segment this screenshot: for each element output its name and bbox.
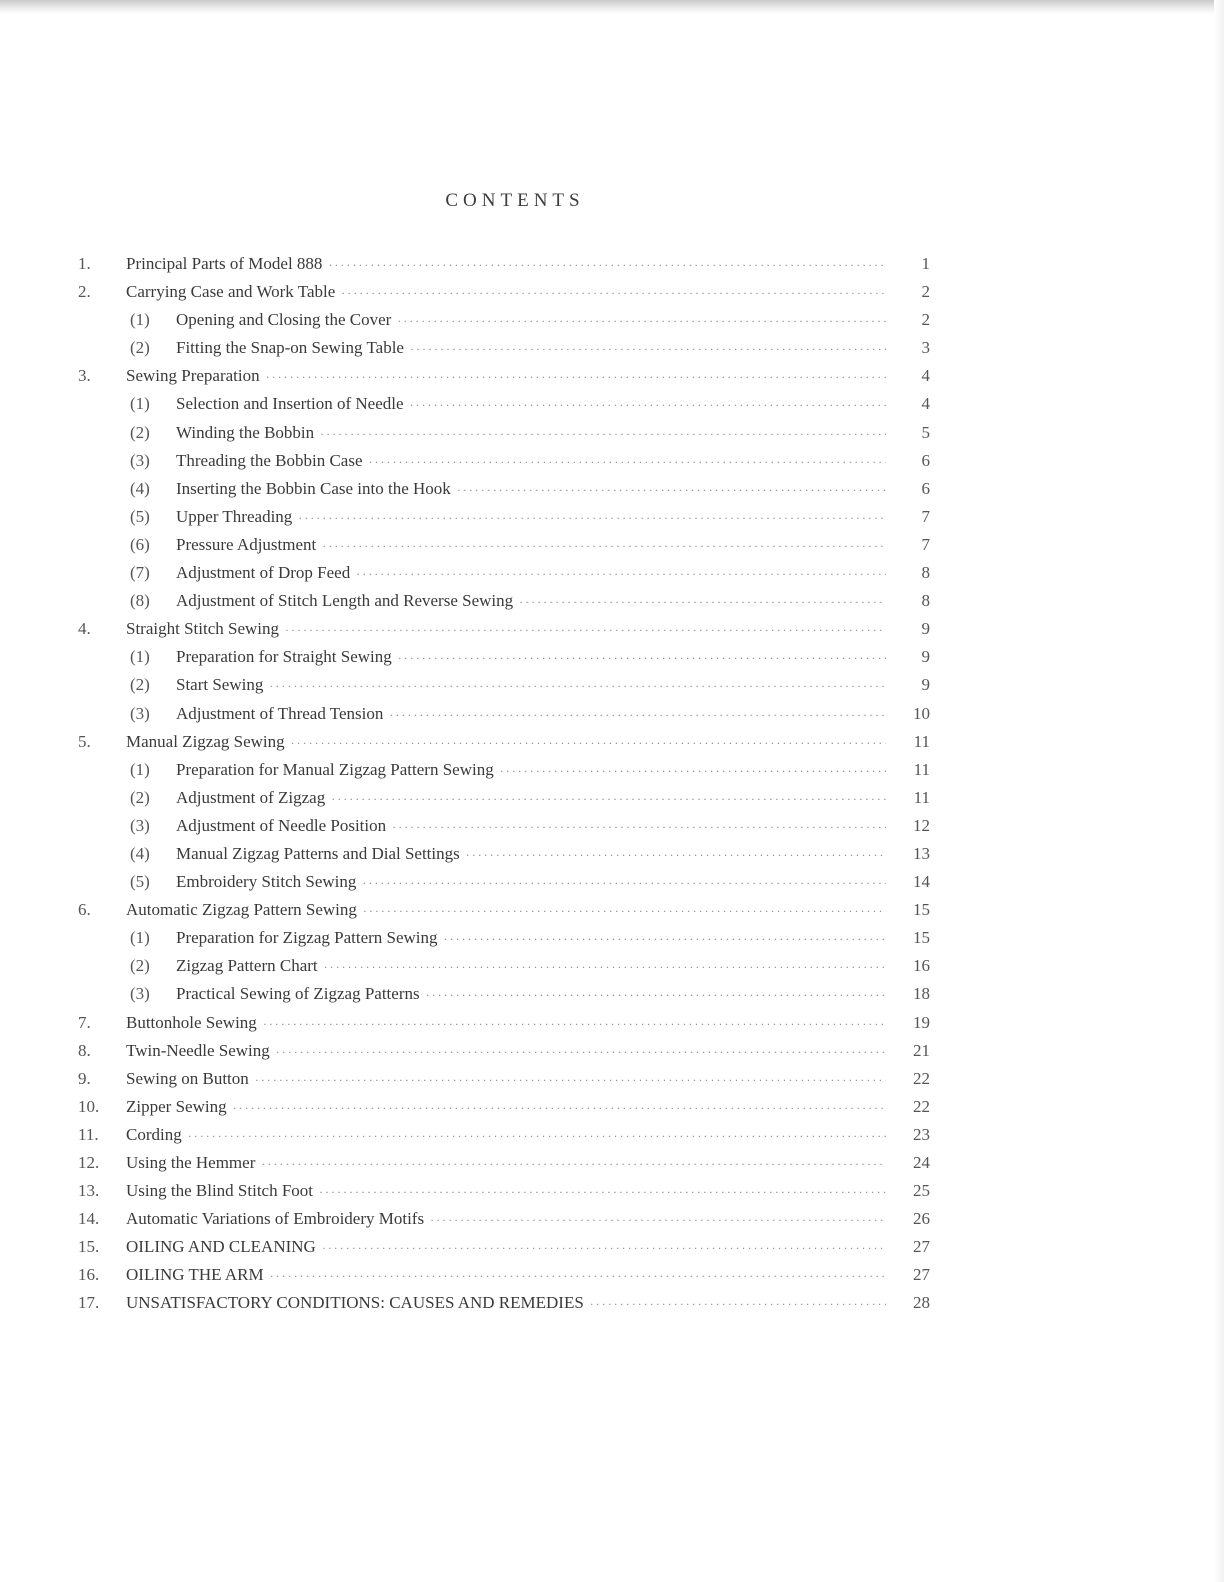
entry-title: Sewing on Button [126,1065,255,1093]
page-number: 24 [913,1153,930,1172]
entry-label-wrap [176,447,886,476]
dot-leader [233,1094,886,1122]
entry-title: Buttonhole Sewing [126,1009,263,1037]
entry-label-wrap [126,1149,886,1178]
toc-entry [78,980,948,1008]
toc-entry [78,278,948,306]
entry-title: Preparation for Straight Sewing [176,643,398,671]
entry-title: Manual Zigzag Patterns and Dial Settings [176,840,466,868]
page-number: 11 [913,759,930,779]
entry-label-wrap [176,390,886,419]
toc-entry [78,840,948,868]
entry-title: Preparation for Manual Zigzag Pattern Sewing [176,756,500,784]
page-number: 10 [913,703,930,723]
entry-title: Straight Stitch Sewing [126,615,285,643]
toc-entry [78,728,948,756]
page-number: 22 [913,1096,930,1116]
entry-title: Carrying Case and Work Table [126,278,341,306]
toc-entry [78,390,948,418]
entry-title: Adjustment of Needle Position [176,812,392,840]
entry-title: Sewing Preparation [126,362,266,390]
section-number: 7. [78,1012,91,1032]
subsection-number: (4) [130,478,150,498]
toc-entry [78,812,948,840]
section-number: 9. [78,1068,91,1088]
dot-leader [269,672,886,700]
subsection-number: (5) [130,872,150,892]
subsection-number: (3) [130,450,150,470]
section-number: 2. [78,282,91,302]
page-number: 21 [913,1040,930,1060]
entry-label-wrap [126,1065,886,1094]
page-number: 15 [913,900,930,920]
page-number: 7 [921,506,930,526]
page-number: 9 [921,675,930,695]
page-number: 5 [921,422,930,442]
page-number: 4 [921,366,930,386]
entry-label-wrap [126,1009,886,1038]
entry-title: Using the Hemmer [126,1149,261,1177]
section-number: 8. [78,1040,91,1060]
dot-leader [457,476,886,504]
entry-label-wrap [176,334,886,363]
toc-entry [78,700,948,728]
subsection-number: (8) [130,591,150,611]
entry-title: Fitting the Snap-on Sewing Table [176,334,410,362]
entry-title: OILING AND CLEANING [126,1233,322,1261]
page-number: 11 [913,787,930,807]
toc-entry [78,587,948,615]
toc-entry [78,419,948,447]
subsection-number: (2) [130,675,150,695]
section-number: 3. [78,366,91,386]
section-number: 5. [78,731,91,751]
entry-label-wrap [176,671,886,700]
dot-leader [430,1206,886,1234]
entry-label-wrap [176,419,886,448]
toc-entry [78,475,948,503]
page-number: 8 [921,563,930,583]
toc-entry [78,1065,948,1093]
page-number: 27 [913,1265,930,1285]
dot-leader [285,616,886,644]
dot-leader [322,532,886,560]
toc-entry [78,306,948,334]
dot-leader [410,335,886,363]
page-number: 2 [921,310,930,330]
toc-entry [78,334,948,362]
dot-leader [331,785,886,813]
page-number: 9 [921,619,930,639]
toc-entry [78,1037,948,1065]
toc-entry [78,531,948,559]
dot-leader [263,1010,886,1038]
toc-entry [78,1093,948,1121]
subsection-number: (2) [130,956,150,976]
entry-title: Zipper Sewing [126,1093,233,1121]
entry-title: Inserting the Bobbin Case into the Hook [176,475,457,503]
subsection-number: (4) [130,843,150,863]
toc-entry [78,615,948,643]
toc-entry [78,250,948,278]
toc-entry [78,447,948,475]
dot-leader [356,560,886,588]
toc-entry [78,868,948,896]
entry-title: Automatic Zigzag Pattern Sewing [126,896,363,924]
entry-label-wrap [126,1121,886,1150]
toc-entry [78,1233,948,1261]
subsection-number: (3) [130,703,150,723]
page-title: CONTENTS [445,190,585,211]
dot-leader [255,1066,886,1094]
dot-leader [444,925,886,953]
entry-title: Pressure Adjustment [176,531,322,559]
page-number: 13 [913,843,930,863]
toc-entry [78,503,948,531]
page-number: 27 [913,1237,930,1257]
page-number: 6 [921,450,930,470]
section-number: 15. [78,1237,100,1257]
dot-leader [389,701,886,729]
entry-label-wrap [126,1205,886,1234]
dot-leader [319,1178,886,1206]
dot-leader [466,841,886,869]
entry-label-wrap [126,1037,886,1066]
toc-entry [78,362,948,390]
toc-entry [78,924,948,952]
subsection-number: (3) [130,984,150,1004]
page-number: 7 [921,534,930,554]
entry-title: Adjustment of Thread Tension [176,700,389,728]
entry-title: Selection and Insertion of Needle [176,390,410,418]
toc-entry [78,1177,948,1205]
entry-title: Adjustment of Zigzag [176,784,331,812]
table-of-contents [78,250,948,1318]
page-number: 19 [913,1012,930,1032]
entry-label-wrap [176,531,886,560]
entry-label-wrap [176,840,886,869]
page-number: 23 [913,1124,930,1144]
subsection-number: (3) [130,815,150,835]
subsection-number: (5) [130,506,150,526]
page-number: 6 [921,478,930,498]
dot-leader [397,307,886,335]
entry-label-wrap [176,812,886,841]
entry-title: OILING THE ARM [126,1261,270,1289]
subsection-number: (1) [130,310,150,330]
dot-leader [322,1234,886,1262]
entry-title: Opening and Closing the Cover [176,306,397,334]
dot-leader [341,279,886,307]
entry-title: Manual Zigzag Sewing [126,728,291,756]
entry-title: Winding the Bobbin [176,419,320,447]
dot-leader [298,504,886,532]
dot-leader [392,813,886,841]
dot-leader [590,1290,886,1318]
entry-title: Cording [126,1121,188,1149]
page-number: 1 [921,254,930,273]
entry-title: Start Sewing [176,671,269,699]
page-number: 22 [913,1068,930,1088]
dot-leader [266,363,886,391]
entry-label-wrap [176,784,886,813]
section-number: 11. [78,1124,99,1144]
page-number: 2 [921,282,930,302]
section-number: 13. [78,1181,100,1201]
page-number: 8 [921,591,930,611]
entry-label-wrap [176,756,886,785]
section-number: 4. [78,619,91,639]
toc-entry [78,952,948,980]
entry-label-wrap [176,952,886,981]
entry-label-wrap [176,868,886,897]
dot-leader [276,1038,886,1066]
entry-label-wrap [126,896,886,925]
entry-title: Using the Blind Stitch Foot [126,1177,319,1205]
entry-label-wrap [126,615,886,644]
toc-entry [78,559,948,587]
section-number: 10. [78,1096,100,1116]
entry-label-wrap [176,503,886,532]
dot-leader [270,1262,886,1290]
entry-label-wrap [126,728,886,757]
page-number: 25 [913,1181,930,1201]
toc-entry [78,1149,948,1177]
section-number: 6. [78,900,91,920]
subsection-number: (7) [130,563,150,583]
section-number: 16. [78,1265,100,1285]
dot-leader [410,391,886,419]
entry-label-wrap [126,1093,886,1122]
page-number: 3 [921,338,930,358]
page-number: 14 [913,872,930,892]
entry-title: Automatic Variations of Embroidery Motifs [126,1205,430,1233]
dot-leader [324,953,886,981]
dot-leader [519,588,886,616]
toc-entry [78,756,948,784]
entry-label-wrap [176,475,886,504]
entry-label-wrap [126,362,886,391]
toc-entry [78,643,948,671]
entry-label-wrap [126,1233,886,1262]
entry-title: Embroidery Stitch Sewing [176,868,362,896]
entry-title: Practical Sewing of Zigzag Patterns [176,980,426,1008]
subsection-number: (2) [130,787,150,807]
entry-title: Zigzag Pattern Chart [176,952,324,980]
scan-right-edge [1214,0,1224,1582]
dot-leader [426,981,886,1009]
dot-leader [261,1150,886,1178]
toc-entry [78,671,948,699]
toc-entry [78,784,948,812]
subsection-number: (2) [130,422,150,442]
dot-leader [500,757,886,785]
toc-entry [78,896,948,924]
entry-title: Adjustment of Drop Feed [176,559,356,587]
dot-leader [328,251,886,279]
entry-label-wrap [176,643,886,672]
page-number: 26 [913,1209,930,1229]
toc-entry [78,1261,948,1289]
dot-leader [398,644,886,672]
entry-label-wrap [126,1289,886,1318]
entry-title: Upper Threading [176,503,298,531]
entry-label-wrap [176,700,886,729]
dot-leader [320,420,886,448]
entry-label-wrap [126,278,886,307]
entry-title: Principal Parts of Model 888 [126,250,328,278]
entry-label-wrap [176,587,886,616]
toc-entry [78,1205,948,1233]
entry-title: Preparation for Zigzag Pattern Sewing [176,924,444,952]
subsection-number: (6) [130,534,150,554]
entry-label-wrap [176,980,886,1009]
entry-label-wrap [126,1177,886,1206]
page-number: 18 [913,984,930,1004]
page-number: 15 [913,928,930,948]
entry-title: Threading the Bobbin Case [176,447,369,475]
page-number: 4 [921,394,930,414]
dot-leader [291,729,886,757]
toc-entry [78,1009,948,1037]
toc-entry [78,1289,948,1317]
subsection-number: (1) [130,759,150,779]
subsection-number: (1) [130,394,150,414]
page-number: 9 [921,647,930,667]
entry-label-wrap [176,924,886,953]
section-number: 12. [78,1153,100,1172]
dot-leader [363,897,886,925]
page-number: 12 [913,815,930,835]
scan-top-edge [0,0,1224,14]
subsection-number: (1) [130,928,150,948]
dot-leader [362,869,886,897]
entry-title: UNSATISFACTORY CONDITIONS: CAUSES AND REMEDIES [126,1289,590,1317]
page-number: 16 [913,956,930,976]
entry-title: Twin-Needle Sewing [126,1037,276,1065]
subsection-number: (2) [130,338,150,358]
entry-label-wrap [126,1261,886,1290]
toc-entry [78,1121,948,1149]
section-number: 1. [78,254,91,273]
page-number: 28 [913,1293,930,1313]
dot-leader [188,1122,886,1150]
subsection-number: (1) [130,647,150,667]
page-number: 11 [913,731,930,751]
dot-leader [369,448,887,476]
entry-label-wrap [176,559,886,588]
section-number: 14. [78,1209,100,1229]
entry-title: Adjustment of Stitch Length and Reverse Sewing [176,587,519,615]
entry-label-wrap [176,306,886,335]
section-number: 17. [78,1293,100,1313]
entry-label-wrap [126,250,886,279]
